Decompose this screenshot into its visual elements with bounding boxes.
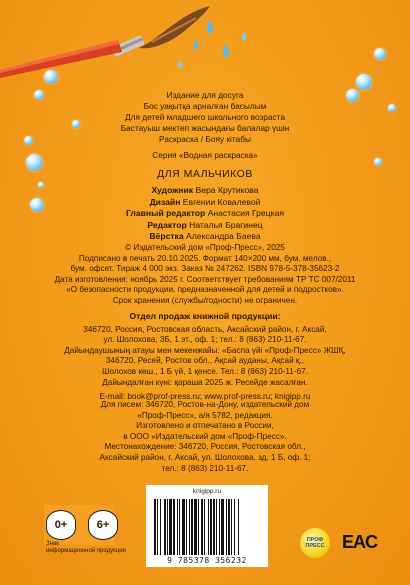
bubble-decoration <box>356 74 372 90</box>
imprint-line: Дата изготовления: ноябрь 2025 г. Соответствует требованиям ТР ТС 007/2011 <box>54 274 356 284</box>
sales-title: Отдел продаж книжной продукции: <box>129 311 281 321</box>
barcode-bar <box>221 499 224 555</box>
sales-block <box>40 311 370 403</box>
barcode-bar <box>164 499 166 555</box>
genre-line: Для детей младшего школьного возраста <box>124 112 285 122</box>
letters-line: Для писем: 346720, Ростов-на-Дону, издательский дом <box>100 400 310 409</box>
paintbrush-illustration <box>0 0 410 80</box>
barcode-bar <box>154 499 156 555</box>
barcode-bar <box>157 499 158 555</box>
imprint-line: бум. офсет. Тираж 4 000 экз. Заказ № 247262. ISBN 978-5-378-35623-2 <box>70 264 340 274</box>
imprint-line: «О безопасности продукции, предназначенной для детей и подростков». <box>66 285 344 295</box>
age-mark-0plus: 0+ <box>46 510 76 540</box>
sales-kz-line: 346720, Ресей, Ростов обл., Ақсай ауданы, Ақсай қ., <box>105 356 305 366</box>
barcode-bar <box>213 499 215 555</box>
letters-line: Аксайский район, г. Аксай, ул. Шолохова, зд. 1 Б, оф. 1; <box>99 452 311 462</box>
bubble-decoration <box>44 70 58 84</box>
barcode-bar <box>182 499 185 555</box>
barcode-bars <box>152 499 262 555</box>
barcode-bar <box>231 499 232 555</box>
barcode-bar <box>194 499 197 555</box>
barcode-bar <box>191 499 193 555</box>
book-title: ДЛЯ МАЛЬЧИКОВ <box>157 168 253 180</box>
barcode-bar <box>160 499 161 555</box>
imprint-line: © Издательский дом «Проф-Пресс», 2025 <box>125 243 285 252</box>
sales-kz-line: Шолохов көш., 1 Б үй, 1 қенсе. Тел.: 8 (863) 210-11-67. <box>102 366 308 376</box>
barcode-bar <box>179 499 180 555</box>
barcode-bar <box>186 499 187 555</box>
barcode-bar <box>216 499 217 555</box>
letters-line: в ООО «Издательский дом «Проф-Пресс». <box>123 431 287 441</box>
letters-line: Изготовлено и отпечатано в России, <box>136 421 274 431</box>
barcode-bar <box>210 499 212 555</box>
barcode-bar <box>177 499 178 555</box>
genre-block <box>0 90 410 161</box>
credit-design: Дизайн Евгении Ковалевой <box>149 196 261 207</box>
barcode-bar <box>189 499 190 555</box>
genre-line: Бастауыш мектеп жасындағы балалар үшін <box>120 123 290 133</box>
letters-line: Местонахождение: 346720, Россия, Ростовская обл., <box>104 442 306 452</box>
credit-layout: Вёрстка Александра Баева <box>149 231 261 241</box>
barcode <box>146 485 268 567</box>
barcode-bar <box>238 499 239 555</box>
credits-block <box>0 185 410 243</box>
sales-line: 346720, Россия, Ростовская область, Аксайский район, г. Аксай, <box>83 324 327 334</box>
barcode-bar <box>167 499 168 555</box>
imprint-line: Срок хранения (службы/годности) не ограничен. <box>112 295 298 305</box>
sales-kz-line: Дайындаушының атауы мен мекенжайы: «Баспа үйі «Проф-Пресс» ЖШҚ, <box>64 345 346 355</box>
barcode-bar <box>208 499 209 555</box>
barcode-digits: 9 785378 356232 <box>167 556 247 565</box>
credit-artist: Художник Вера Крутикова <box>151 185 259 195</box>
letters-line: «Проф-Пресс», а/я 5782, редакция. <box>137 410 273 420</box>
barcode-bar <box>173 499 175 555</box>
imprint-block <box>40 243 370 307</box>
age-mark-6plus: 6+ <box>88 510 118 540</box>
letters-block <box>40 400 370 474</box>
barcode-bar <box>219 499 220 555</box>
barcode-bar <box>169 499 172 555</box>
barcode-bar <box>226 499 227 555</box>
barcode-bar <box>201 499 203 555</box>
barcode-url: knigipp.ru <box>192 488 222 495</box>
barcode-bar <box>234 499 235 555</box>
email-line: E-mail: book@prof-press.ru; www.prof-press.ru; knigipp.ru <box>99 392 311 402</box>
credit-editor: Редактор Наталья Брагинец <box>147 219 263 230</box>
age-caption: Знак информационной продукции <box>46 541 126 554</box>
bubble-decoration <box>374 48 386 60</box>
genre-line: Бос уақытқа арналған басылым <box>143 101 267 111</box>
barcode-bar <box>228 499 230 555</box>
genre-line: Издание для досуга <box>166 90 244 100</box>
letters-line: тел.: 8 (863) 210-11-67. <box>161 463 249 473</box>
genre-line: Раскраска / Бояу кітабы <box>159 134 251 144</box>
eac-mark: EAC <box>342 532 378 552</box>
sales-kz-line: Дайындалған күні: қараша 2025 ж. Ресейде жасалған. <box>102 377 308 387</box>
barcode-bar <box>204 499 205 555</box>
series-line: Серия «Водная раскраска» <box>152 150 258 160</box>
imprint-line: Подписано в печать 20.10.2025. Формат 140×200 мм, бум. мелов., <box>78 253 332 263</box>
sales-line: ул. Шолохова, 3Б, 1 эт., оф. 1; тел.: 8 (863) 210-11-67. <box>103 335 307 345</box>
credit-chief-editor: Главный редактор Анастасия Грецкая <box>125 208 285 218</box>
barcode-bar <box>198 499 199 555</box>
publisher-logo: ПРОФ ПРЕСС <box>300 528 330 558</box>
